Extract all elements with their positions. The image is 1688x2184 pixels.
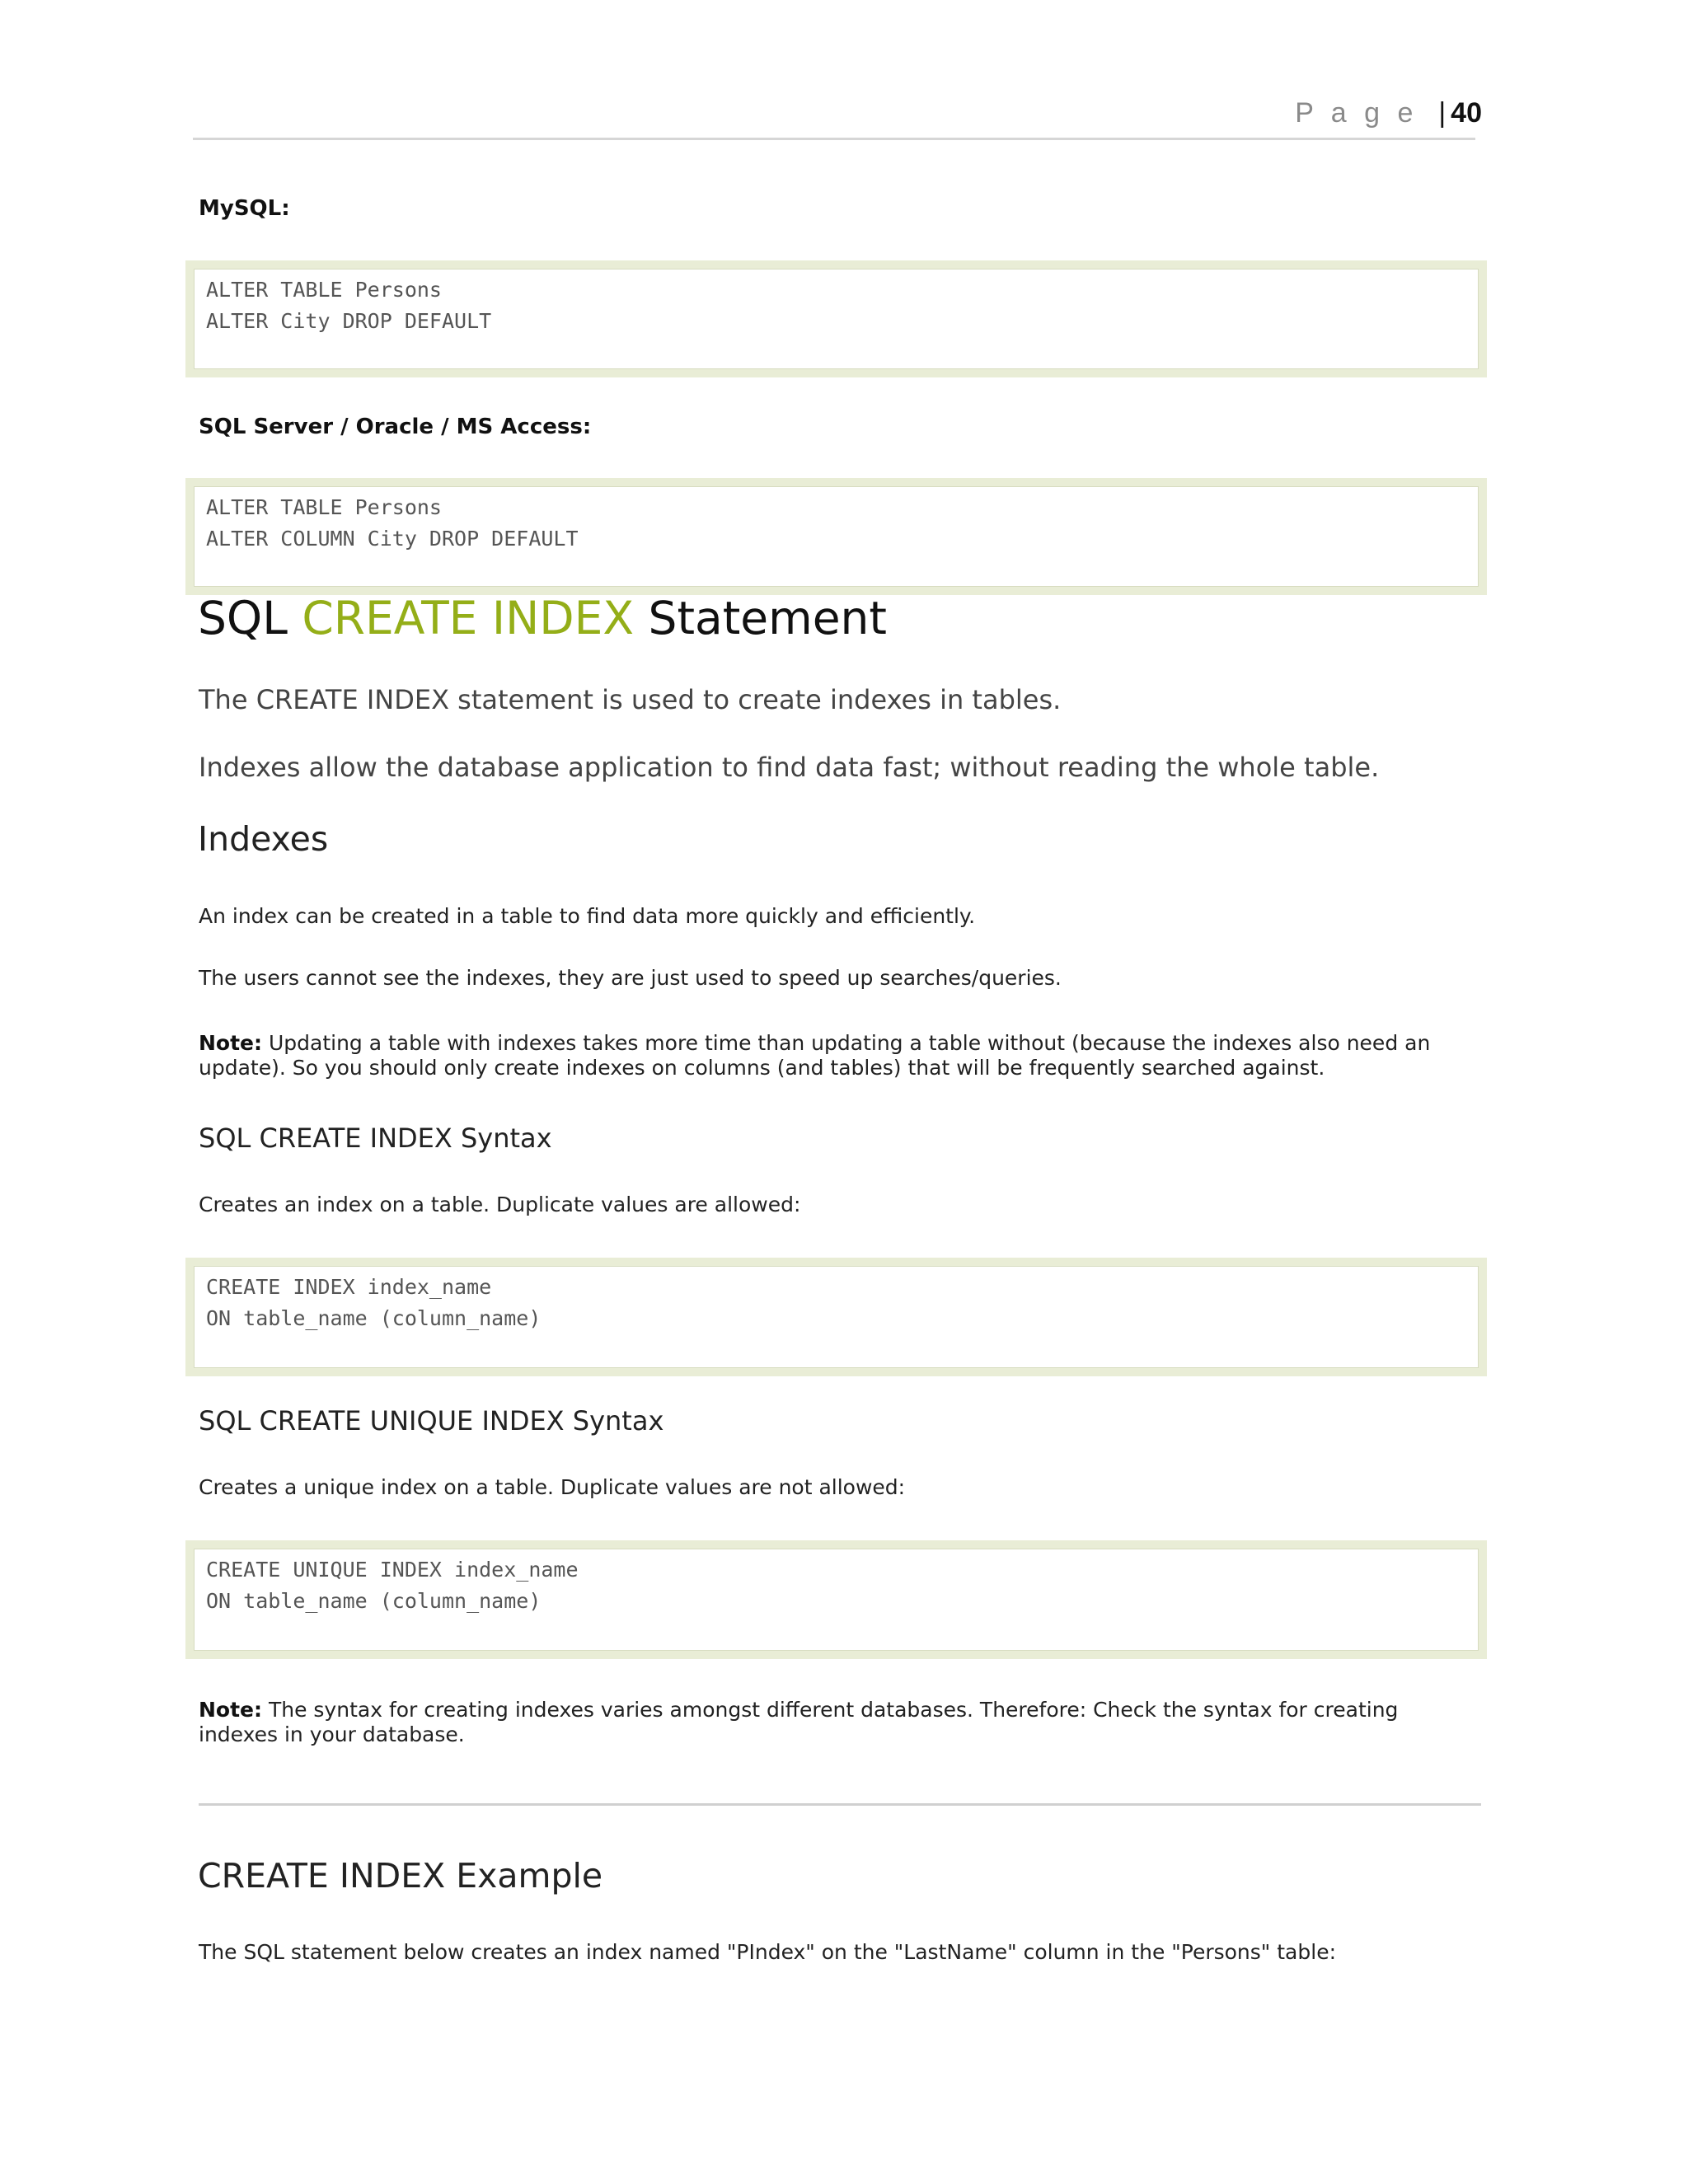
indexes-paragraph-1: An index can be created in a table to find data more quickly and efficiently. bbox=[199, 904, 976, 928]
code-text-mysql: ALTER TABLE Persons ALTER City DROP DEFAULT bbox=[194, 269, 1479, 369]
note-line-1: Updating a table with indexes takes more time than updating a table without (because the indexes also need an bbox=[268, 1031, 1431, 1055]
mysql-label: MySQL: bbox=[199, 196, 290, 221]
code-text-create-index: CREATE INDEX index_name ON table_name (column_name) bbox=[194, 1266, 1479, 1368]
note2-label: Note: bbox=[199, 1698, 263, 1722]
section-divider bbox=[199, 1803, 1481, 1806]
code-block-create-index bbox=[185, 1258, 1487, 1376]
note-label: Note: bbox=[199, 1031, 263, 1055]
code-text-create-unique-index: CREATE UNIQUE INDEX index_name ON table_name (column_name) bbox=[194, 1549, 1479, 1651]
page-title bbox=[198, 592, 887, 644]
code-block-mysql bbox=[185, 260, 1487, 377]
note-line-2: update). So you should only create indexes on columns (and tables) that will be frequently searched against. bbox=[199, 1056, 1325, 1080]
note-paragraph-2 bbox=[199, 1698, 1398, 1747]
indexes-heading: Indexes bbox=[198, 819, 329, 859]
code-block-create-unique-index bbox=[185, 1540, 1487, 1659]
syntax-description: Creates an index on a table. Duplicate values are allowed: bbox=[199, 1193, 801, 1216]
example-heading: CREATE INDEX Example bbox=[198, 1856, 603, 1896]
title-pre: SQL bbox=[198, 592, 288, 644]
code-text-sqlserver: ALTER TABLE Persons ALTER COLUMN City DROP DEFAULT bbox=[194, 486, 1479, 587]
lead-paragraph-1: The CREATE INDEX statement is used to create indexes in tables. bbox=[199, 684, 1062, 715]
page-label: P a g e bbox=[1295, 97, 1418, 129]
lead-paragraph-2: Indexes allow the database application to find data fast; without reading the whole table. bbox=[199, 752, 1380, 783]
page-header bbox=[1295, 97, 1482, 129]
note-paragraph-1 bbox=[199, 1031, 1430, 1080]
unique-syntax-description: Creates a unique index on a table. Duplicate values are not allowed: bbox=[199, 1475, 906, 1499]
example-description: The SQL statement below creates an index named "PIndex" on the "LastName" column in the "Persons" table: bbox=[199, 1940, 1336, 1964]
note2-line-2: indexes in your database. bbox=[199, 1722, 465, 1746]
code-block-sqlserver bbox=[185, 478, 1487, 595]
sqlserver-label: SQL Server / Oracle / MS Access: bbox=[199, 415, 592, 439]
page-number: 40 bbox=[1451, 97, 1482, 129]
title-post: Statement bbox=[648, 592, 887, 644]
note2-line-1: The syntax for creating indexes varies amongst different databases. Therefore: Check the syntax for creating bbox=[268, 1698, 1399, 1722]
page-separator: | bbox=[1430, 97, 1447, 129]
title-highlight: CREATE INDEX bbox=[302, 592, 635, 644]
header-rule bbox=[193, 138, 1475, 140]
indexes-paragraph-2: The users cannot see the indexes, they are just used to speed up searches/queries. bbox=[199, 966, 1062, 990]
syntax-heading: SQL CREATE INDEX Syntax bbox=[199, 1122, 552, 1154]
unique-syntax-heading: SQL CREATE UNIQUE INDEX Syntax bbox=[199, 1405, 664, 1436]
